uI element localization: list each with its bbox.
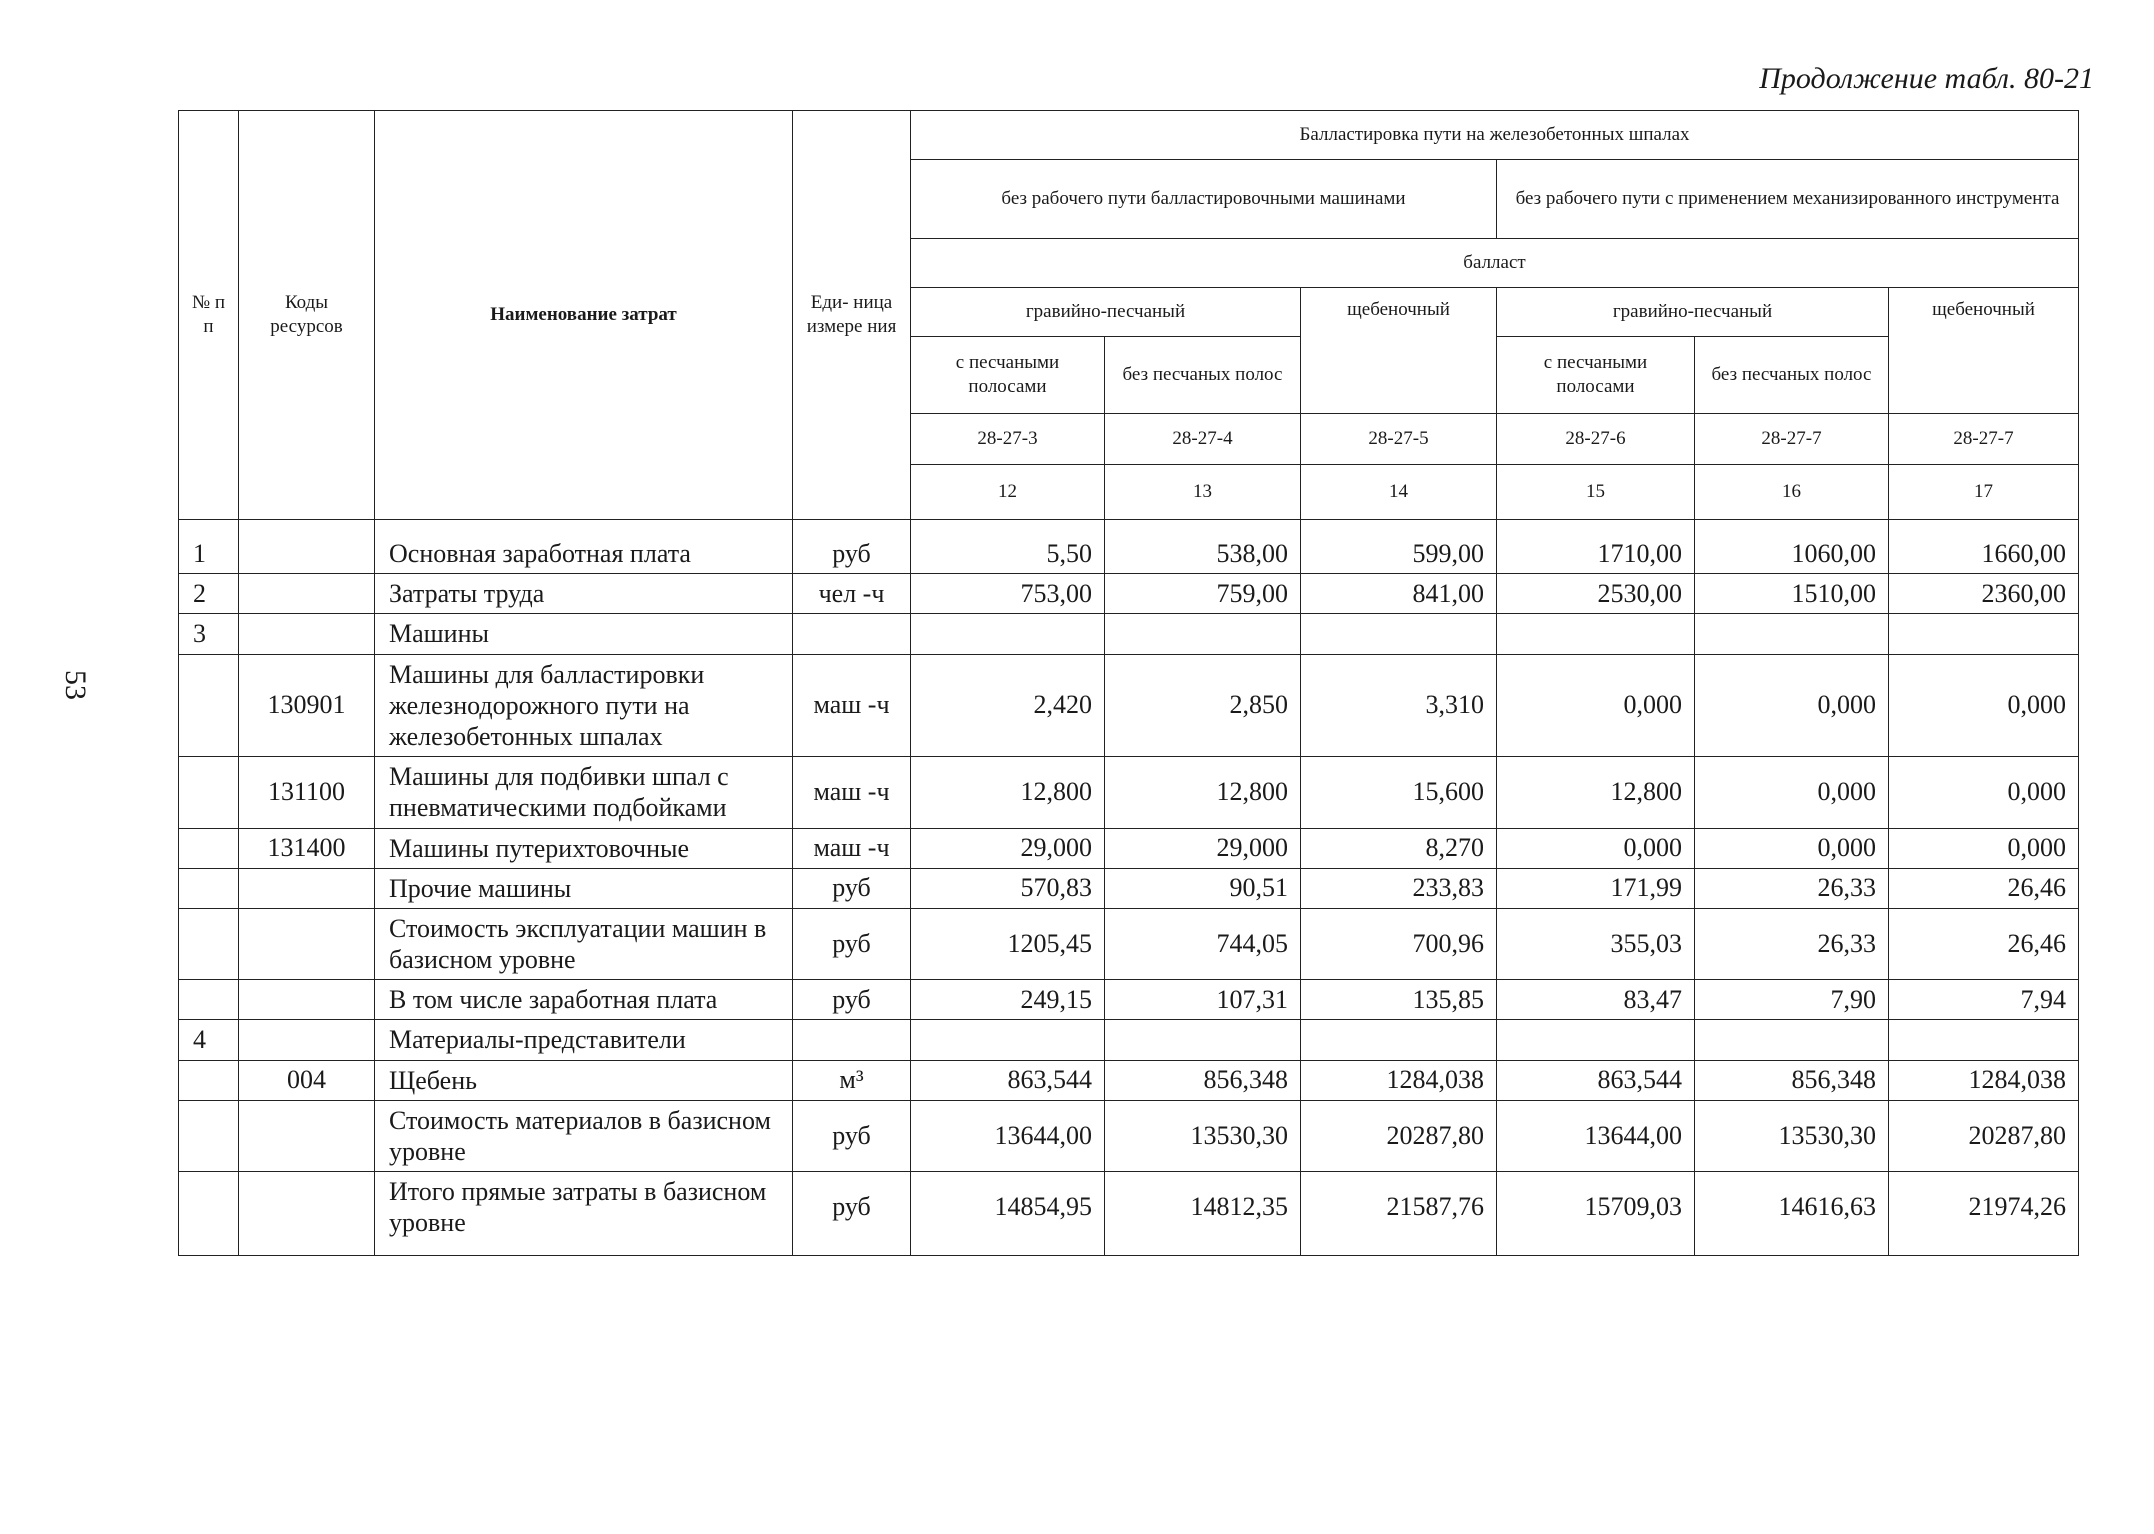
row-number (179, 828, 239, 868)
value-cell: 5,50 (911, 520, 1105, 574)
value-cell (911, 614, 1105, 654)
header-group-machines: без рабочего пути балластировочными машинами (911, 160, 1497, 239)
resource-code (239, 908, 375, 979)
table-body (179, 520, 2079, 1256)
cost-name: Итого прямые затраты в базисном уровне (375, 1172, 793, 1255)
value-cell: 1510,00 (1695, 574, 1889, 614)
column-number: 13 (1105, 465, 1301, 520)
value-cell: 863,544 (911, 1060, 1105, 1100)
value-cell: 26,33 (1695, 908, 1889, 979)
resource-code (239, 980, 375, 1020)
cost-name: Стоимость материалов в базисном уровне (375, 1100, 793, 1171)
header-ballast: балласт (911, 239, 2079, 288)
column-number: 12 (911, 465, 1105, 520)
resource-code: 004 (239, 1060, 375, 1100)
row-number (179, 868, 239, 908)
value-cell (1889, 614, 2079, 654)
resource-code: 130901 (239, 654, 375, 757)
row-number (179, 1060, 239, 1100)
unit: руб (793, 520, 911, 574)
value-cell (1497, 1020, 1695, 1060)
value-cell: 26,46 (1889, 908, 2079, 979)
value-cell (1695, 1020, 1889, 1060)
table-row (179, 1020, 2079, 1060)
code-cell: 28-27-7 (1695, 414, 1889, 465)
value-cell: 1205,45 (911, 908, 1105, 979)
value-cell: 14616,63 (1695, 1172, 1889, 1255)
value-cell: 13530,30 (1105, 1100, 1301, 1171)
unit (793, 614, 911, 654)
value-cell: 2530,00 (1497, 574, 1695, 614)
value-cell: 856,348 (1105, 1060, 1301, 1100)
value-cell: 700,96 (1301, 908, 1497, 979)
header-with-sand-1: с песчаными полосами (911, 337, 1105, 414)
unit: руб (793, 868, 911, 908)
value-cell: 12,800 (1105, 757, 1301, 828)
value-cell: 599,00 (1301, 520, 1497, 574)
value-cell: 8,270 (1301, 828, 1497, 868)
value-cell: 12,800 (1497, 757, 1695, 828)
header-num: № п п (179, 111, 239, 520)
cost-name: Основная заработная плата (375, 520, 793, 574)
column-number: 15 (1497, 465, 1695, 520)
value-cell (1301, 1020, 1497, 1060)
code-cell: 28-27-3 (911, 414, 1105, 465)
value-cell (911, 1020, 1105, 1060)
code-cell: 28-27-4 (1105, 414, 1301, 465)
value-cell: 171,99 (1497, 868, 1695, 908)
value-cell: 7,90 (1695, 980, 1889, 1020)
value-cell: 538,00 (1105, 520, 1301, 574)
value-cell (1497, 614, 1695, 654)
header-group-tools: без рабочего пути с применением механизированного инструмента (1497, 160, 2079, 239)
value-cell: 90,51 (1105, 868, 1301, 908)
value-cell: 0,000 (1889, 654, 2079, 757)
table-row (179, 1100, 2079, 1171)
unit: руб (793, 1100, 911, 1171)
header-crushed-2: щебеночный (1889, 288, 2079, 414)
row-number: 3 (179, 614, 239, 654)
table-row (179, 757, 2079, 828)
value-cell: 1660,00 (1889, 520, 2079, 574)
value-cell: 3,310 (1301, 654, 1497, 757)
row-number (179, 908, 239, 979)
value-cell (1889, 1020, 2079, 1060)
resource-code (239, 1020, 375, 1060)
cost-name: Щебень (375, 1060, 793, 1100)
unit: руб (793, 980, 911, 1020)
table-row (179, 1060, 2079, 1100)
header-crushed-1: щебеночный (1301, 288, 1497, 414)
value-cell (1105, 614, 1301, 654)
row-number (179, 1172, 239, 1255)
value-cell: 759,00 (1105, 574, 1301, 614)
table-row (179, 654, 2079, 757)
resource-table (178, 110, 2079, 1256)
row-number (179, 1100, 239, 1171)
cost-name: Затраты труда (375, 574, 793, 614)
unit: м³ (793, 1060, 911, 1100)
cost-name: Машины для подбивки шпал с пневматическими подбойками (375, 757, 793, 828)
value-cell (1301, 614, 1497, 654)
table-row (179, 908, 2079, 979)
resource-code (239, 520, 375, 574)
value-cell (1105, 1020, 1301, 1060)
table-row (179, 1172, 2079, 1255)
value-cell: 13644,00 (1497, 1100, 1695, 1171)
value-cell: 13644,00 (911, 1100, 1105, 1171)
row-number: 1 (179, 520, 239, 574)
table-continuation-label: Продолжение табл. 80-21 (1759, 62, 2094, 95)
resource-code: 131100 (239, 757, 375, 828)
value-cell: 2,850 (1105, 654, 1301, 757)
value-cell: 7,94 (1889, 980, 2079, 1020)
value-cell: 14854,95 (911, 1172, 1105, 1255)
value-cell: 135,85 (1301, 980, 1497, 1020)
value-cell: 355,03 (1497, 908, 1695, 979)
header-name: Наименование затрат (375, 111, 793, 520)
header-without-sand-1: без песчаных полос (1105, 337, 1301, 414)
value-cell: 29,000 (911, 828, 1105, 868)
value-cell: 15,600 (1301, 757, 1497, 828)
value-cell: 14812,35 (1105, 1172, 1301, 1255)
header-gravel-sand-2: гравийно-песчаный (1497, 288, 1889, 337)
value-cell: 26,33 (1695, 868, 1889, 908)
unit: маш -ч (793, 654, 911, 757)
header-with-sand-2: с песчаными полосами (1497, 337, 1695, 414)
resource-code (239, 574, 375, 614)
value-cell: 841,00 (1301, 574, 1497, 614)
header-group-main: Балластировка пути на железобетонных шпалах (911, 111, 2079, 160)
cost-name: Машины путерихтовочные (375, 828, 793, 868)
value-cell: 1060,00 (1695, 520, 1889, 574)
header-without-sand-2: без песчаных полос (1695, 337, 1889, 414)
unit: руб (793, 1172, 911, 1255)
value-cell (1695, 614, 1889, 654)
cost-name: Машины (375, 614, 793, 654)
table-row (179, 980, 2079, 1020)
value-cell: 249,15 (911, 980, 1105, 1020)
header-unit: Еди- ница измере ния (793, 111, 911, 520)
code-cell: 28-27-5 (1301, 414, 1497, 465)
resource-code (239, 1172, 375, 1255)
value-cell: 107,31 (1105, 980, 1301, 1020)
table-row (179, 520, 2079, 574)
page-number: 53 (59, 670, 92, 700)
value-cell: 233,83 (1301, 868, 1497, 908)
value-cell: 1284,038 (1889, 1060, 2079, 1100)
code-cell: 28-27-7 (1889, 414, 2079, 465)
value-cell: 0,000 (1889, 828, 2079, 868)
resource-code: 131400 (239, 828, 375, 868)
header-gravel-sand-1: гравийно-песчаный (911, 288, 1301, 337)
value-cell: 12,800 (911, 757, 1105, 828)
value-cell: 0,000 (1497, 654, 1695, 757)
unit (793, 1020, 911, 1060)
value-cell: 21587,76 (1301, 1172, 1497, 1255)
value-cell: 0,000 (1497, 828, 1695, 868)
value-cell: 1284,038 (1301, 1060, 1497, 1100)
value-cell: 15709,03 (1497, 1172, 1695, 1255)
value-cell: 2,420 (911, 654, 1105, 757)
header-codes: Коды ресурсов (239, 111, 375, 520)
value-cell: 0,000 (1695, 654, 1889, 757)
unit: руб (793, 908, 911, 979)
cost-name: Прочие машины (375, 868, 793, 908)
row-number: 4 (179, 1020, 239, 1060)
code-cell: 28-27-6 (1497, 414, 1695, 465)
table-row (179, 828, 2079, 868)
column-number: 17 (1889, 465, 2079, 520)
value-cell: 2360,00 (1889, 574, 2079, 614)
value-cell: 29,000 (1105, 828, 1301, 868)
value-cell: 20287,80 (1301, 1100, 1497, 1171)
row-number (179, 980, 239, 1020)
value-cell: 0,000 (1889, 757, 2079, 828)
row-number (179, 757, 239, 828)
value-cell: 20287,80 (1889, 1100, 2079, 1171)
row-number: 2 (179, 574, 239, 614)
table-row (179, 614, 2079, 654)
unit: маш -ч (793, 757, 911, 828)
resource-code (239, 868, 375, 908)
table-row (179, 868, 2079, 908)
value-cell: 570,83 (911, 868, 1105, 908)
cost-name: Стоимость эксплуатации машин в базисном уровне (375, 908, 793, 979)
value-cell: 21974,26 (1889, 1172, 2079, 1255)
cost-name: Материалы-представители (375, 1020, 793, 1060)
value-cell: 0,000 (1695, 828, 1889, 868)
value-cell: 1710,00 (1497, 520, 1695, 574)
unit: маш -ч (793, 828, 911, 868)
value-cell: 744,05 (1105, 908, 1301, 979)
value-cell: 863,544 (1497, 1060, 1695, 1100)
column-number: 16 (1695, 465, 1889, 520)
unit: чел -ч (793, 574, 911, 614)
resource-code (239, 614, 375, 654)
value-cell: 13530,30 (1695, 1100, 1889, 1171)
resource-code (239, 1100, 375, 1171)
cost-name: В том числе заработная плата (375, 980, 793, 1020)
table-row (179, 574, 2079, 614)
value-cell: 856,348 (1695, 1060, 1889, 1100)
value-cell: 83,47 (1497, 980, 1695, 1020)
value-cell: 753,00 (911, 574, 1105, 614)
value-cell: 0,000 (1695, 757, 1889, 828)
cost-name: Машины для балластировки железнодорожного пути на железобетонных шпалах (375, 654, 793, 757)
value-cell: 26,46 (1889, 868, 2079, 908)
row-number (179, 654, 239, 757)
column-number: 14 (1301, 465, 1497, 520)
